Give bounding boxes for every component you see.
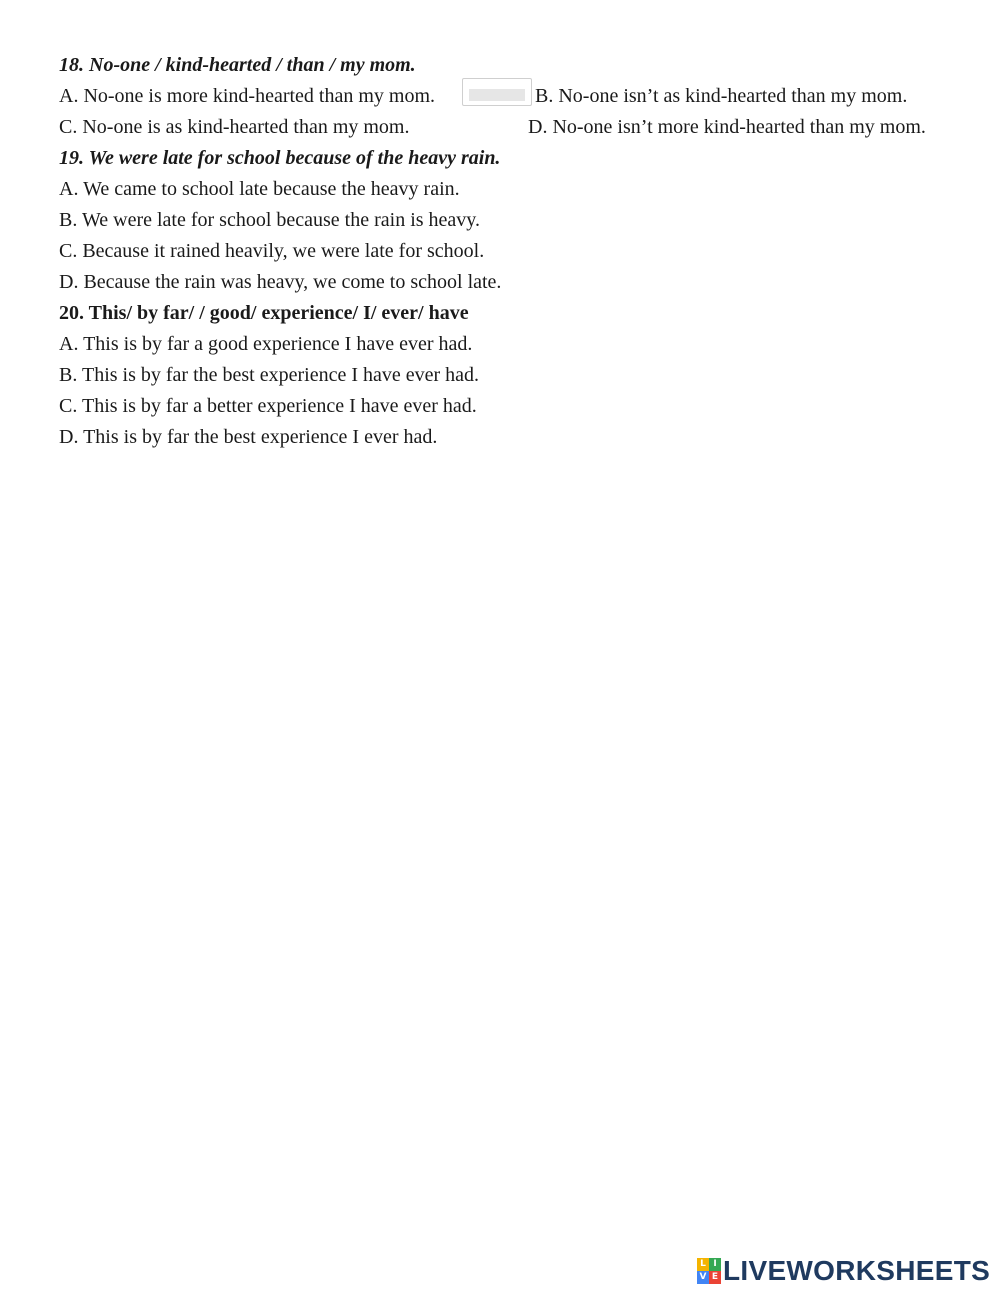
answer-input-fill: [469, 89, 525, 101]
question-19-option-c: C. Because it rained heavily, we were late for school.: [59, 240, 485, 262]
question-19-prompt: 19. We were late for school because of the heavy rain.: [59, 147, 501, 169]
question-20-option-c: C. This is by far a better experience I have ever had.: [59, 395, 477, 417]
liveworksheets-logo-icon: [697, 1258, 721, 1284]
question-18-option-c: C. No-one is as kind-hearted than my mom.: [59, 116, 410, 138]
question-18-option-b: B. No-one isn’t as kind-hearted than my mom.: [535, 85, 908, 107]
question-19-option-a: A. We came to school late because the heavy rain.: [59, 178, 460, 200]
question-20-option-a: A. This is by far a good experience I have ever had.: [59, 333, 473, 355]
liveworksheets-brand: [697, 1255, 990, 1287]
question-18-option-a: A. No-one is more kind-hearted than my mom.: [59, 85, 436, 107]
question-18-option-d: D. No-one isn’t more kind-hearted than my mom.: [528, 116, 926, 138]
question-20-option-b: B. This is by far the best experience I have ever had.: [59, 364, 480, 386]
logo-tile-v: V: [697, 1271, 709, 1284]
logo-tile-i: I: [709, 1258, 721, 1271]
question-19-option-d: D. Because the rain was heavy, we come to school late.: [59, 271, 502, 293]
question-19-option-b: B. We were late for school because the rain is heavy.: [59, 209, 481, 231]
logo-tile-e: E: [709, 1271, 721, 1284]
question-18-answer-input[interactable]: [462, 78, 532, 106]
question-20-prompt: 20. This/ by far/ / good/ experience/ I/ ever/ have: [59, 302, 469, 324]
question-18-prompt: 18. No-one / kind-hearted / than / my mom.: [59, 54, 416, 76]
logo-tile-l: L: [697, 1258, 709, 1271]
question-20-option-d: D. This is by far the best experience I ever had.: [59, 426, 438, 448]
liveworksheets-wordmark: LIVEWORKSHEETS: [723, 1255, 991, 1286]
